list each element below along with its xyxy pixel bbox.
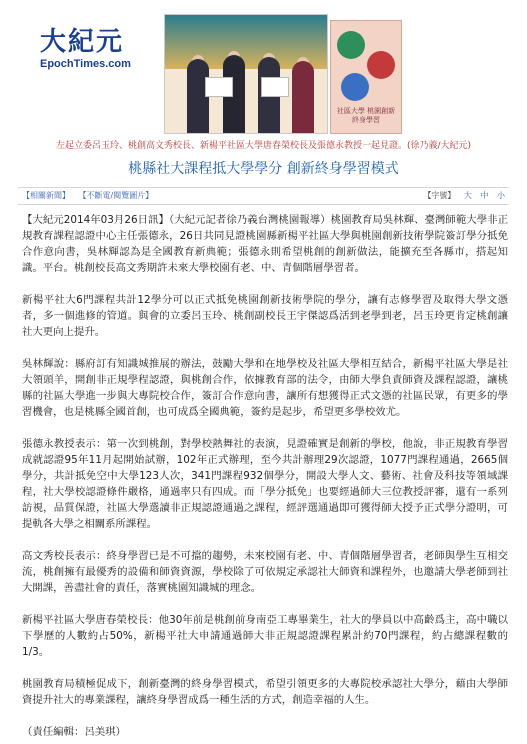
certificate	[205, 77, 233, 97]
epoch-times-logo[interactable]	[40, 28, 150, 70]
related-news-link[interactable]: 【相關新聞】	[22, 191, 70, 200]
news-photo	[164, 14, 328, 134]
font-size-label: 【字號】	[423, 191, 456, 200]
poster-circle	[367, 51, 395, 79]
article-paragraph: 新楊平社大6門課程共計12學分可以正式抵免桃園創新技術學院的學分，讓有志修學習及取得大學文憑者，多一個進修的管道。與會的立委呂玉玲、桃創副校長王宇傑認爲活到老學到老，呂玉玲更肯定桃創讓社大更向上提升。	[22, 294, 508, 338]
poster-circle	[337, 31, 365, 59]
toolbar-links	[22, 190, 159, 202]
poster-circle	[341, 73, 369, 101]
article-header	[0, 0, 527, 177]
article-paragraph: 桃園教育局積極促成下，創新臺灣的終身學習模式，希望引領更多的大專院校承認社大學分，藉由大學師資提升社大的專業課程，讓終身學習成爲一種生活的方式，創造幸福的人生。	[22, 678, 508, 706]
article-paragraph: 吳林輝說：縣府訂有知識城推展的辦法，鼓勵大學和在地學校及社區大學相互結合，新楊平社區大學是社大領頭羊，開創非正規學程認證，與桃創合作，依據教育部的法令，由師大學負責師資及課程認證，讓桃縣的社區大學進一步與大專院校合作，簽訂合作意向書，讓所有想獲得正式文憑的社區民眾，有更多的學習機會，也是桃縣全國首創，也可成爲全國典範，簽約是起步，希望更多學校效尤。	[22, 358, 508, 418]
event-poster	[330, 20, 402, 134]
editor-credit: （責任編輯：呂美琪）	[22, 726, 126, 738]
certificate	[261, 77, 289, 97]
photo-caption: 左起立委呂玉玲、桃創高文秀校長、新楊平社區大學唐春榮校長及張德永教授一起見證。(徐乃義/大紀元)	[55, 141, 472, 151]
person	[292, 61, 314, 133]
article-paragraph: 【大紀元2014年03月26日訊】（大紀元記者徐乃義台灣桃園報導）桃園教育局吳林輝、臺灣師範大學非正規教育課程認證中心主任張德永，26日共同見證桃園縣新楊平社區大學與桃園創新技術學院簽訂學分抵免合作意向書，吳林輝認為是全國教育新典範；張德永則希望桃創的創新做法，能擴充至各縣市，搭起知識。平台。桃創校長高文秀期許未來大學校園有老、中、青個階層學習者。	[22, 214, 508, 274]
print-link[interactable]: 【不斷電/閱覽圖片】	[78, 191, 154, 200]
article-paragraph: 高文秀校長表示：終身學習已是不可擋的趨勢，未來校園有老、中、青個階層學習者，老師與學生互相交流，桃創擁有最優秀的設備和師資資源，學校除了可依規定承認社大師資和課程外，也邀請大學老師到社大開課，善盡社會的責任，落實桃園知識城的理念。	[22, 550, 508, 594]
logo-chinese: 大紀元	[40, 27, 125, 57]
article-toolbar	[18, 187, 509, 205]
font-size-small[interactable]: 小	[497, 191, 505, 200]
poster-text: 社區大學 桃園創新 終身學習	[336, 107, 396, 124]
article-title: 桃縣社大課程抵大學學分 創新終身學習模式	[128, 161, 399, 177]
article-paragraph: 張德永教授表示：第一次到桃創，對學校熱舞社的表演，見證確實是創新的學校，他說，非正規教育學習成就認證95年11月起開始試辦，102年正式辦理，至今共計辦理29次認證，1077門課程通過，2665個學分，共計抵免空中大學123人次，341門課程932個學分，開設大學人文、藝術、社會及科技等領域課程，社大學校認證條件嚴格，通過率只有四成。而「學分抵免」也要經過師大三位教授評審，還有一系列訪視，品質保證，社區大學選讀非正規認證通過之課程，經評選通過即可獲得師大授予正式學分證明，可提軌各大學之相關系所課程。	[22, 438, 508, 530]
article-paragraph: 新楊平社區大學唐春榮校長：他30年前是桃創前身南亞工專畢業生，社大的學員以中高齡爲主，高中職以下學歷的人數約占50%，新楊平社大申請通過師大非正規認證課程累計約70門課程，約占總課程數的1/3。	[22, 614, 508, 658]
font-size-large[interactable]: 大	[463, 191, 472, 200]
font-size-medium[interactable]: 中	[480, 191, 489, 200]
article-body	[22, 212, 508, 740]
font-size-controls	[423, 190, 505, 202]
logo-english: EpochTimes.com	[40, 58, 131, 70]
